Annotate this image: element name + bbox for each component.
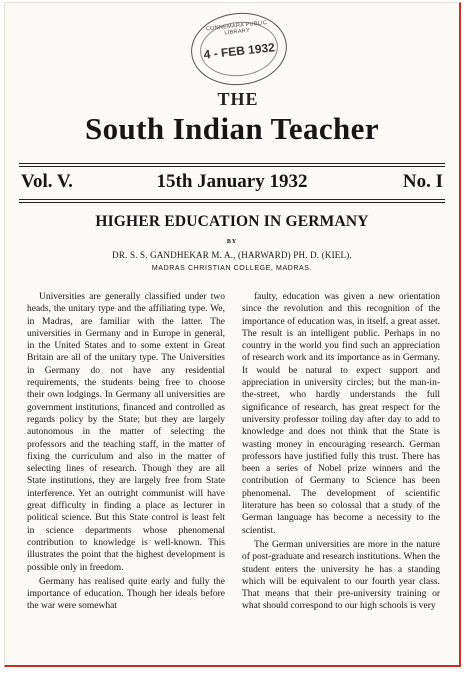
stamp-date: 4 - FEB 1932 [202, 40, 276, 62]
article-author: DR. S. S. GANDHEKAR M. A., (HARWARD) PH. D. (KIEL). [112, 250, 352, 260]
paragraph: The German universities are more in the nature of post-graduate and research institutions. When the student enters the university he has a standing which will be equivalent to our fourth year class. That means that their pre-university training or what should correspond to our high schools is very [242, 539, 440, 612]
article-column-left [27, 291, 225, 613]
article-column-right [242, 291, 440, 613]
library-stamp [187, 8, 290, 90]
paragraph: Germany has realised quite early and fully the importance of education. Though her ideals before the war were somewhat [27, 576, 225, 612]
volume-label: Vol. V. [21, 171, 73, 192]
article-title: HIGHER EDUCATION IN GERMANY [95, 213, 369, 230]
issue-number: No. I [402, 171, 443, 192]
stamp-institution: CONNEMARA PUBLIC LIBRARY [205, 19, 268, 37]
bottom-rule-double [19, 202, 445, 203]
masthead-title: South Indian Teacher [85, 111, 379, 146]
bottom-rule [19, 199, 445, 200]
top-rule-double [19, 166, 445, 167]
newspaper-page [4, 2, 461, 667]
byline-by: BY [226, 239, 238, 245]
author-affiliation: MADRAS CHRISTIAN COLLEGE, MADRAS. [151, 265, 313, 272]
paragraph: Universities are generally classified under two heads, the unitary type and the affiliating type. We, in Madras, are familiar with the latter. The universities in Germany and in Europe in general, in the United States and to some extent in Great Britain are all of the unitary type. The Universities in Germany do not have any residential requirements, the students being free to choose their own lodgings. In Germany all universities are government institutions, financed and controlled as regards policy by the State; but they are largely autonomous in the matter of selecting the professors and the teaching staff, in the matter of fixing the curriculum and also in the matter of selecting lines of research. Though they are all State institutions, they are largely free from State interference. Yet an outright communist will have great difficulty in finding a place as lecturer in political science. But this State control is least felt in science departments whose phenomenal contribution to knowledge is well-known. This illustrates the point that the highest development is possible only in freedom. [27, 292, 225, 573]
masthead-the: THE [217, 89, 259, 109]
issue-date: 15th January 1932 [156, 171, 308, 192]
issue-info-row [19, 169, 445, 197]
top-rule [19, 163, 445, 164]
paragraph: faulty, education was given a new orientation since the revolution and this recognition of the importance of education was, in itself, a great asset. The result is an intelligent public. Perhaps in no country in the world you find such an appreciation of research work and its importance as in Germany. It would be natural to expect support and appreciation in university circles; but the man-in-the-street, who hardly understands the full significance of research, has great respect for the university professor toiling day after day to add to knowledge and does not think that the State is wasting money in encouraging research. German professors have justified fully this trust. There has been a series of Nobel prize winners and the contribution of Germany to Science has been phenomenal. The development of scientific literature has been so colossal that a study of the German language has become a necessity to the scientist. [242, 292, 440, 536]
